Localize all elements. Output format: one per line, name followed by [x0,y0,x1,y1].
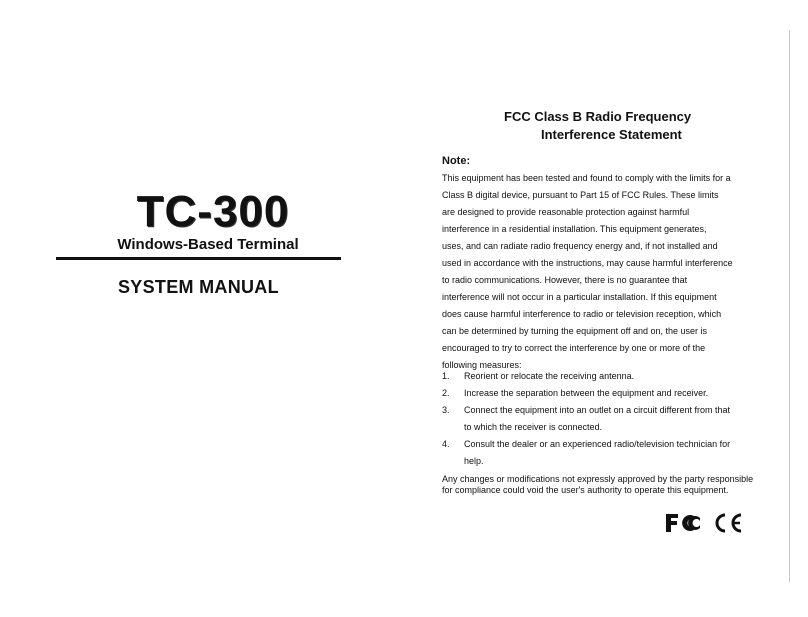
measure-number: 3. [442,405,450,415]
modification-notice [442,474,762,496]
body-line: interference in a residential installation. This equipment generates, [442,224,707,234]
fcc-logo-icon [664,512,704,534]
body-line: This equipment has been tested and found to comply with the limits for a [442,173,731,183]
ce-mark-icon [712,512,744,534]
compliance-marks [664,512,744,534]
measure-text: Increase the separation between the equipment and receiver. [464,388,709,398]
fcc-heading-line-2: Interference Statement [541,127,682,142]
product-subtitle: Windows-Based Terminal [117,236,299,253]
measure-text: Connect the equipment into an outlet on a circuit different from that [464,405,730,415]
body-line: can be determined by turning the equipment off and on, the user is [442,326,708,336]
body-line: does cause harmful interference to radio or television reception, which [442,309,722,319]
body-line: encouraged to try to correct the interference by one or more of the [442,343,706,353]
body-line: following measures: [442,360,522,370]
measure-text: Reorient or relocate the receiving antenna. [464,371,635,381]
body-line: are designed to provide reasonable protection against harmful [442,207,690,217]
measure-item [442,385,762,402]
body-line: Class B digital device, pursuant to Part 15 of FCC Rules. These limits [442,190,719,200]
page-edge-line [789,30,790,582]
product-title: TC-300 [136,187,290,236]
measure-item [442,436,762,470]
fcc-heading-line-1: FCC Class B Radio Frequency [504,109,692,124]
measure-item [442,368,762,385]
manual-label: SYSTEM MANUAL [118,277,279,297]
measure-number: 1. [442,371,450,381]
statement-body [442,170,762,374]
measure-item [442,402,762,436]
measure-text: help. [464,456,484,466]
measures-list [442,368,762,470]
footer-line: for compliance could void the user's authority to operate this equipment. [442,485,729,495]
title-rule [56,257,341,260]
body-line: uses, and can radiate radio frequency energy and, if not installed and [442,241,718,251]
note-label: Note: [442,155,471,167]
body-line: interference will not occur in a particular installation. If this equipment [442,292,717,302]
measure-number: 2. [442,388,450,398]
measure-text: Consult the dealer or an experienced radio/television technician for [464,439,731,449]
body-line: used in accordance with the instructions, may cause harmful interference [442,258,733,268]
measure-text: to which the receiver is connected. [464,422,603,432]
body-line: to radio communications. However, there is no guarantee that [442,275,688,285]
footer-line: Any changes or modifications not expressly approved by the party responsible [442,474,754,484]
fcc-heading [490,108,700,144]
measure-number: 4. [442,439,450,449]
